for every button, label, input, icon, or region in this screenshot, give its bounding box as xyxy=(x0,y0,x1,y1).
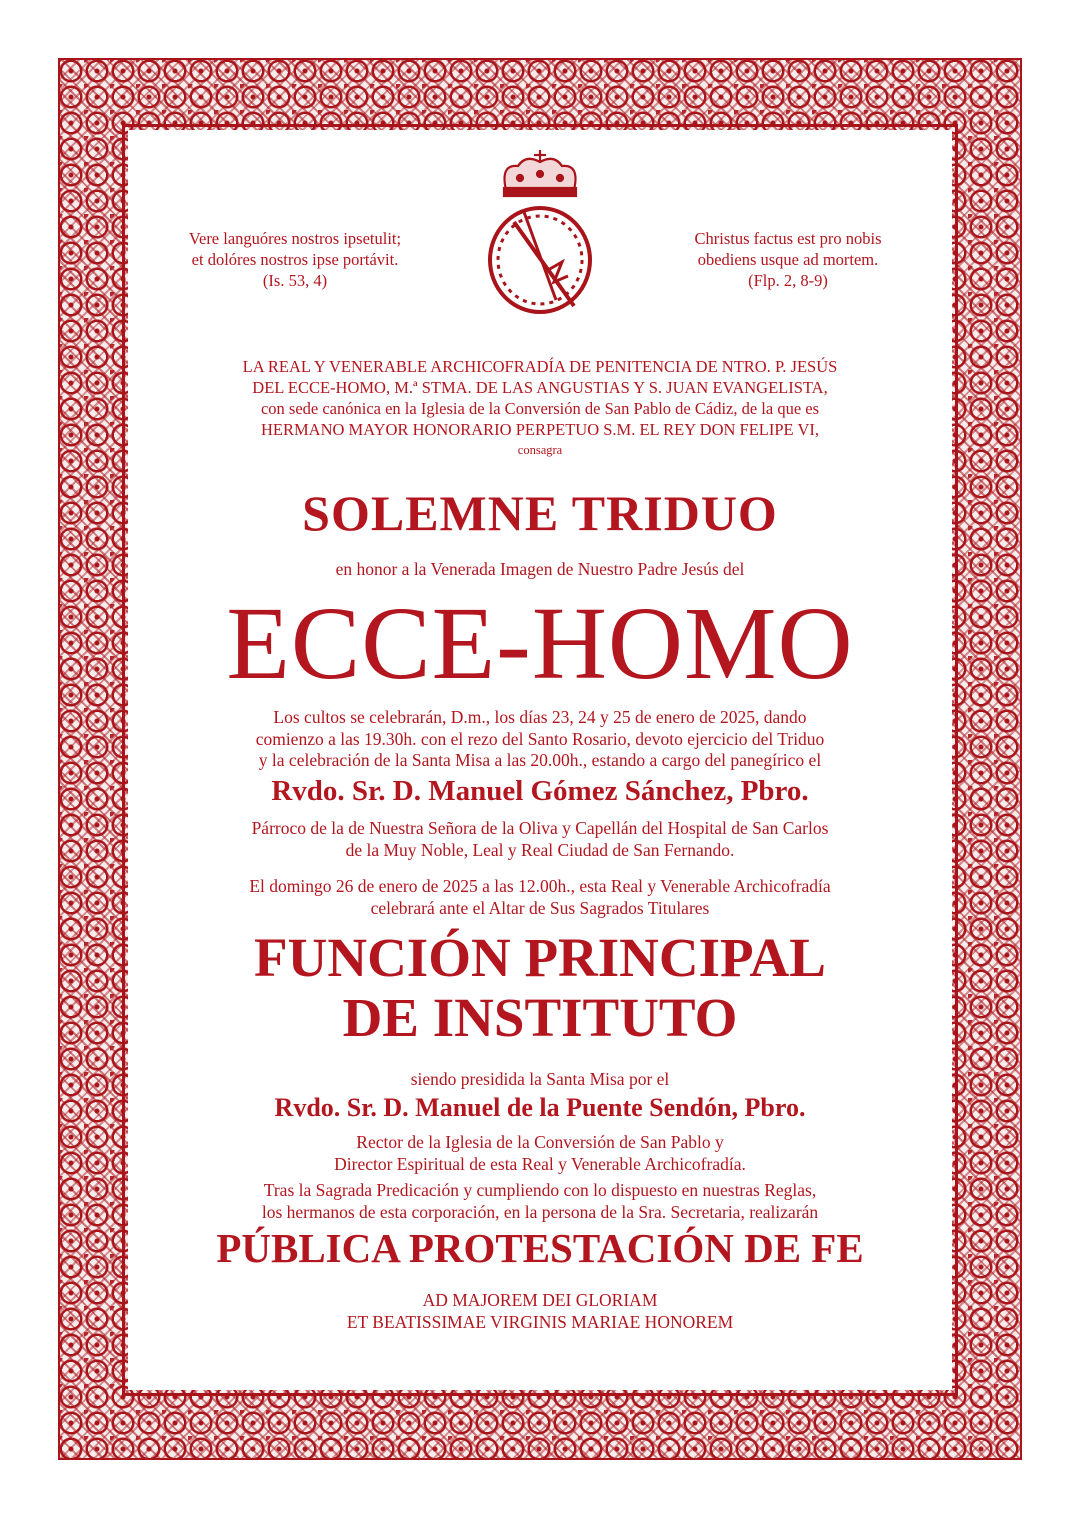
crest-icon xyxy=(470,150,610,340)
triduo-title: SOLEMNE TRIDUO xyxy=(302,485,778,541)
quote-right-reference: (Flp. 2, 8-9) xyxy=(748,271,828,290)
preacher-role-line-2: de la Muy Noble, Leal y Real Ciudad de San Fernando. xyxy=(345,839,735,860)
celebrant-role-line-2: Director Espiritual de esta Real y Venerable Archicofradía. xyxy=(334,1153,746,1174)
preacher-role xyxy=(128,818,952,861)
cultos-line-3: y la celebración de la Santa Misa a las 20.00h., estando a cargo del panegírico el xyxy=(258,750,822,770)
cultos-block xyxy=(128,707,952,772)
funcion-intro xyxy=(128,876,952,919)
quote-left-reference: (Is. 53, 4) xyxy=(262,271,328,290)
quote-right-line-1: Christus factus est pro nobis xyxy=(694,229,882,248)
quote-right xyxy=(643,228,933,291)
protest-intro-line-1: Tras la Sagrada Predicación y cumpliendo con lo dispuesto en nuestras Reglas, xyxy=(263,1180,817,1200)
funcion-title xyxy=(128,928,952,1048)
intro-line-5: consagra xyxy=(517,443,563,457)
intro-line-3: con sede canónica en la Iglesia de la Conversión de San Pablo de Cádiz, de la que es xyxy=(260,399,820,418)
presidida-line: siendo presidida la Santa Misa por el xyxy=(410,1069,670,1089)
protest-intro-line-2: los hermanos de esta corporación, en la persona de la Sra. Secretaria, realizarán xyxy=(261,1201,819,1222)
funcion-intro-line-2: celebrará ante el Altar de Sus Sagrados Titulares xyxy=(370,897,710,918)
closing-line-1: AD MAJOREM DEI GLORIAM xyxy=(422,1290,658,1310)
main-title: ECCE-HOMO xyxy=(226,586,854,701)
protest-intro xyxy=(128,1180,952,1223)
quote-right-line-2: obediens usque ad mortem. xyxy=(697,250,879,269)
funcion-title-line-2: DE INSTITUTO xyxy=(342,987,738,1048)
closing-line-2: ET BEATISSIMAE VIRGINIS MARIAE HONOREM xyxy=(346,1311,734,1332)
intro-line-2: DEL ECCE-HOMO, M.ª STMA. DE LAS ANGUSTIAS Y S. JUAN EVANGELISTA, xyxy=(252,378,828,397)
celebrant-role-line-1: Rector de la Iglesia de la Conversión de San Pablo y xyxy=(356,1132,724,1152)
preacher-name: Rvdo. Sr. D. Manuel Gómez Sánchez, Pbro. xyxy=(271,775,809,807)
funcion-title-line-1: FUNCIÓN PRINCIPAL xyxy=(254,927,826,988)
quote-left xyxy=(150,228,440,291)
intro-block xyxy=(128,356,952,461)
celebrant-role xyxy=(128,1132,952,1175)
intro-line-1: LA REAL Y VENERABLE ARCHICOFRADÍA DE PENITENCIA DE NTRO. P. JESÚS xyxy=(242,357,838,376)
cultos-line-2: comienzo a las 19.30h. con el rezo del Santo Rosario, devoto ejercicio del Triduo xyxy=(255,728,825,749)
funcion-intro-line-1: El domingo 26 de enero de 2025 a las 12.00h., esta Real y Venerable Archicofradía xyxy=(249,876,831,896)
quote-left-line-1: Vere languóres nostros ipsetulit; xyxy=(188,229,402,248)
cultos-line-1: Los cultos se celebrarán, D.m., los días 23, 24 y 25 de enero de 2025, dando xyxy=(273,707,807,727)
intro-line-4: HERMANO MAYOR HONORARIO PERPETUO S.M. EL REY DON FELIPE VI, xyxy=(261,420,819,439)
preacher-role-line-1: Párroco de la de Nuestra Señora de la Oliva y Capellán del Hospital de San Carlos xyxy=(251,818,829,838)
protest-title: PÚBLICA PROTESTACIÓN DE FE xyxy=(216,1225,864,1271)
celebrant-name: Rvdo. Sr. D. Manuel de la Puente Sendón, Pbro. xyxy=(274,1093,806,1122)
honor-line: en honor a la Venerada Imagen de Nuestro Padre Jesús del xyxy=(335,559,745,579)
closing-block xyxy=(128,1290,952,1333)
quote-left-line-2: et dolóres nostros ipse portávit. xyxy=(191,250,399,269)
